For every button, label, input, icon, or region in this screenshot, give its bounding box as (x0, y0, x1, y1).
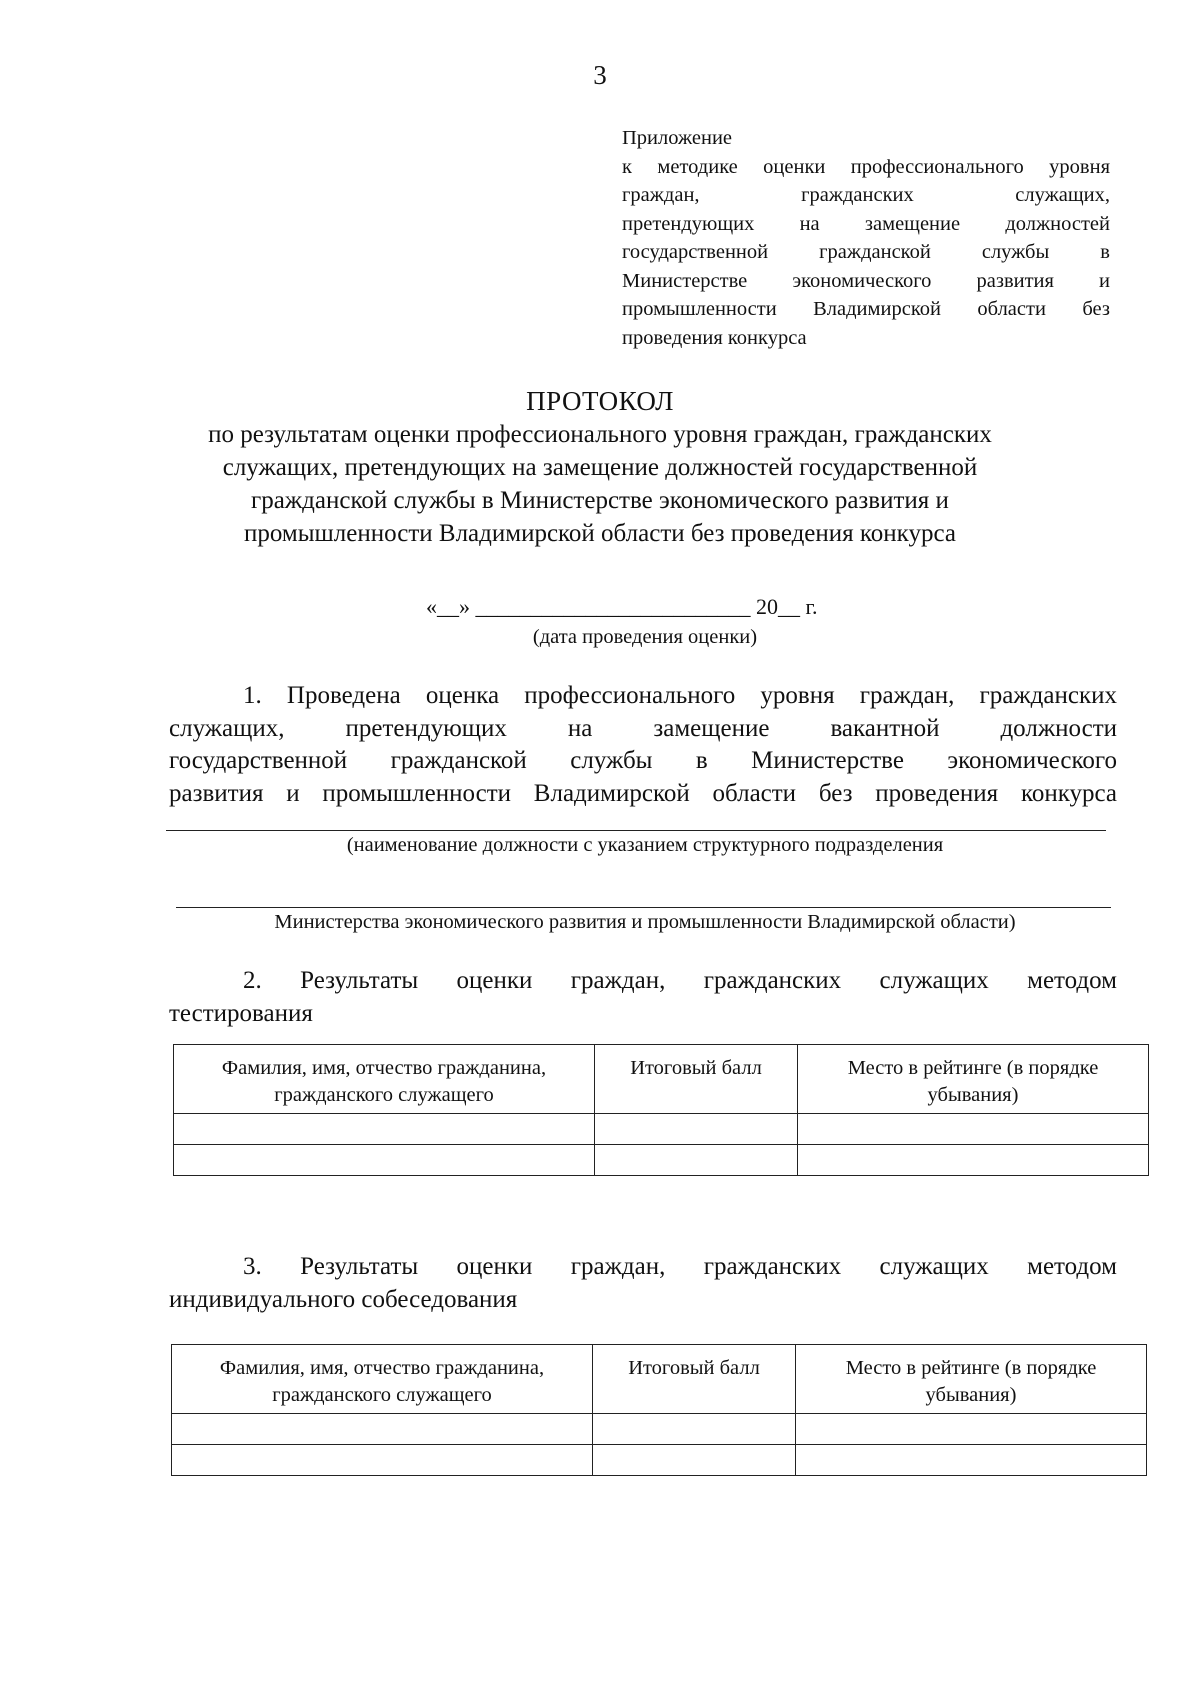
table-cell (595, 1114, 798, 1145)
document-subtitle (150, 418, 1050, 550)
table-row (174, 1114, 1149, 1145)
date-caption: (дата проведения оценки) (532, 626, 758, 648)
position-caption-2: Министерства экономического развития и промышленности Владимирской области) (274, 911, 1016, 933)
table-cell (798, 1114, 1149, 1145)
appendix-line: государственной гражданской службы в (622, 241, 1110, 263)
table-header-row (174, 1045, 1149, 1114)
appendix-line: к методике оценки профессионального уровня (622, 155, 1110, 178)
header-full-name: Фамилия, имя, отчество гражданина, гражданского служащего (172, 1345, 593, 1414)
page-number: 3 (593, 60, 607, 90)
appendix-line: Министерстве экономического развития и (622, 269, 1110, 292)
table-cell (593, 1414, 796, 1445)
appendix-line: граждан, гражданских служащих, (622, 184, 1110, 206)
table-cell (593, 1445, 796, 1476)
date-template: «__» _________________________ 20__ г. (426, 594, 818, 619)
table-cell (172, 1414, 593, 1445)
table-row (172, 1414, 1147, 1445)
appendix-line: претендующих на замещение должностей (622, 212, 1110, 235)
table-cell (796, 1445, 1147, 1476)
header-total-score: Итоговый балл (595, 1045, 798, 1114)
position-fill-line (166, 830, 1106, 831)
testing-results-table (173, 1044, 1149, 1176)
appendix-line: проведения конкурса (622, 326, 807, 349)
section-2-line: 2. Результаты оценки граждан, гражданских служащих методом (243, 967, 1117, 994)
subtitle-line: по результатам оценки профессионального уровня граждан, гражданских (208, 421, 992, 448)
subtitle-line: служащих, претендующих на замещение должностей государственной (222, 454, 978, 481)
section-3-text (169, 1251, 1117, 1316)
section-1-line: государственной гражданской службы в Министерстве экономического (169, 747, 1117, 774)
table-cell (174, 1114, 595, 1145)
table-cell (595, 1145, 798, 1176)
section-3-line: 3. Результаты оценки граждан, гражданских служащих методом (243, 1253, 1117, 1280)
interview-results-table (171, 1344, 1147, 1476)
section-2-text (169, 965, 1117, 1030)
header-full-name: Фамилия, имя, отчество гражданина, гражданского служащего (174, 1045, 595, 1114)
section-2-line: тестирования (169, 999, 313, 1027)
appendix-line: Приложение (622, 127, 733, 149)
table-cell (172, 1445, 593, 1476)
table-header-row (172, 1345, 1147, 1414)
department-fill-line (176, 907, 1111, 908)
subtitle-line: гражданской службы в Министерстве экономического развития и (251, 487, 949, 514)
position-caption-1: (наименование должности с указанием структурного подразделения (346, 834, 944, 856)
header-rating-place: Место в рейтинге (в порядке убывания) (796, 1345, 1147, 1414)
subtitle-line: промышленности Владимирской области без проведения конкурса (244, 520, 956, 547)
section-1-text (169, 680, 1117, 810)
table-row (174, 1145, 1149, 1176)
section-1-line: служащих, претендующих на замещение вакантной должности (169, 714, 1117, 742)
table-row (172, 1445, 1147, 1476)
table-cell (798, 1145, 1149, 1176)
appendix-line: промышленности Владимирской области без (622, 298, 1110, 320)
section-3-line: индивидуального собеседования (169, 1285, 518, 1313)
header-rating-place: Место в рейтинге (в порядке убывания) (798, 1045, 1149, 1114)
appendix-block (622, 124, 1110, 352)
section-1-line: 1. Проведена оценка профессионального уровня граждан, гражданских (243, 682, 1117, 709)
document-title: ПРОТОКОЛ (526, 386, 674, 416)
table-cell (174, 1145, 595, 1176)
header-total-score: Итоговый балл (593, 1345, 796, 1414)
table-cell (796, 1414, 1147, 1445)
section-1-line: развития и промышленности Владимирской области без проведения конкурса (169, 779, 1117, 807)
